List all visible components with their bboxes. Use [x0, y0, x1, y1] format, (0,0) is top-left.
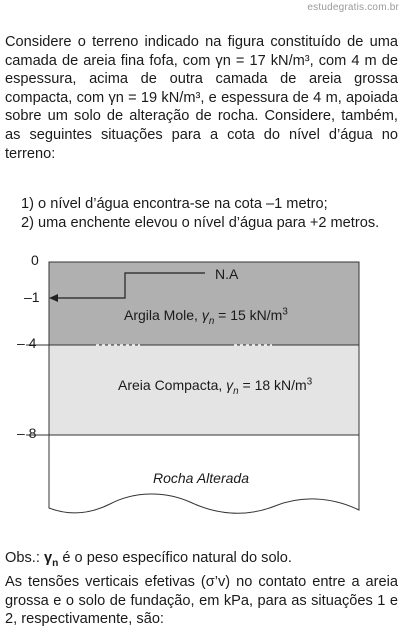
intro-text: Considere o terreno indicado na figura constituído de uma camada de areia fina fofa, com γn = 17 kN/m³, com 4 m de espessura, acima de outra camada de areia grossa compacta, com γn = 19 kN/m³, e espessura de 4 m, apoiada sobre um solo de alteração de rocha. Considere, também, as seguintes situações para a cota do nível d’água no terreno: — [5, 34, 398, 162]
question-intro — [5, 33, 398, 163]
obs-gamma-sub: n — [52, 557, 59, 569]
layer-label-rocha: Rocha Alterada — [153, 470, 249, 486]
situation-item-1: 1) o nível d’água encontra-se na cota –1 metro; — [21, 196, 328, 212]
layer-name-argila: Argila Mole, — [124, 307, 198, 323]
obs-text: é o peso específico natural do solo. — [62, 550, 292, 566]
depth-label-0: 0 — [31, 252, 39, 268]
layer-label-areia — [118, 376, 313, 397]
layer-name-areia: Areia Compacta, — [118, 377, 223, 393]
gamma-symbol-areia: γ — [226, 377, 234, 393]
unit-exp-argila: 3 — [282, 306, 288, 318]
observation-note — [5, 549, 292, 568]
obs-prefix: Obs.: — [5, 550, 40, 566]
prompt-text: As tensões verticais efetivas (σ’v) no contato entre a areia grossa e o solo de fundação, em kPa, para as situações 1 e 2, respectivamente, são: — [5, 574, 398, 628]
depth-label-4: – 4 — [17, 335, 37, 351]
obs-gamma-symbol: γ — [43, 550, 53, 566]
layer-label-argila — [124, 306, 288, 327]
layer-argila-mole — [49, 262, 359, 345]
depth-label-1: –1 — [24, 289, 40, 305]
unit-exp-areia: 3 — [306, 376, 313, 388]
situation-item-2: 2) uma enchente elevou o nível d’água para +2 metros. — [21, 214, 380, 231]
situation-list — [21, 195, 379, 232]
gamma-sub-areia: n — [233, 385, 239, 397]
site-watermark: estudegratis.com.br — [307, 2, 399, 13]
soil-profile-figure — [0, 248, 405, 538]
gamma-sub-argila: n — [208, 315, 215, 327]
layer-value-areia: = 18 kN/m — [242, 377, 307, 393]
soil-profile-svg — [0, 248, 405, 538]
gamma-symbol-argila: γ — [201, 307, 209, 323]
layer-value-argila: = 15 kN/m — [218, 307, 283, 323]
water-level-label: N.A — [215, 266, 239, 282]
question-prompt — [5, 573, 398, 629]
depth-label-8: – 8 — [17, 425, 37, 441]
